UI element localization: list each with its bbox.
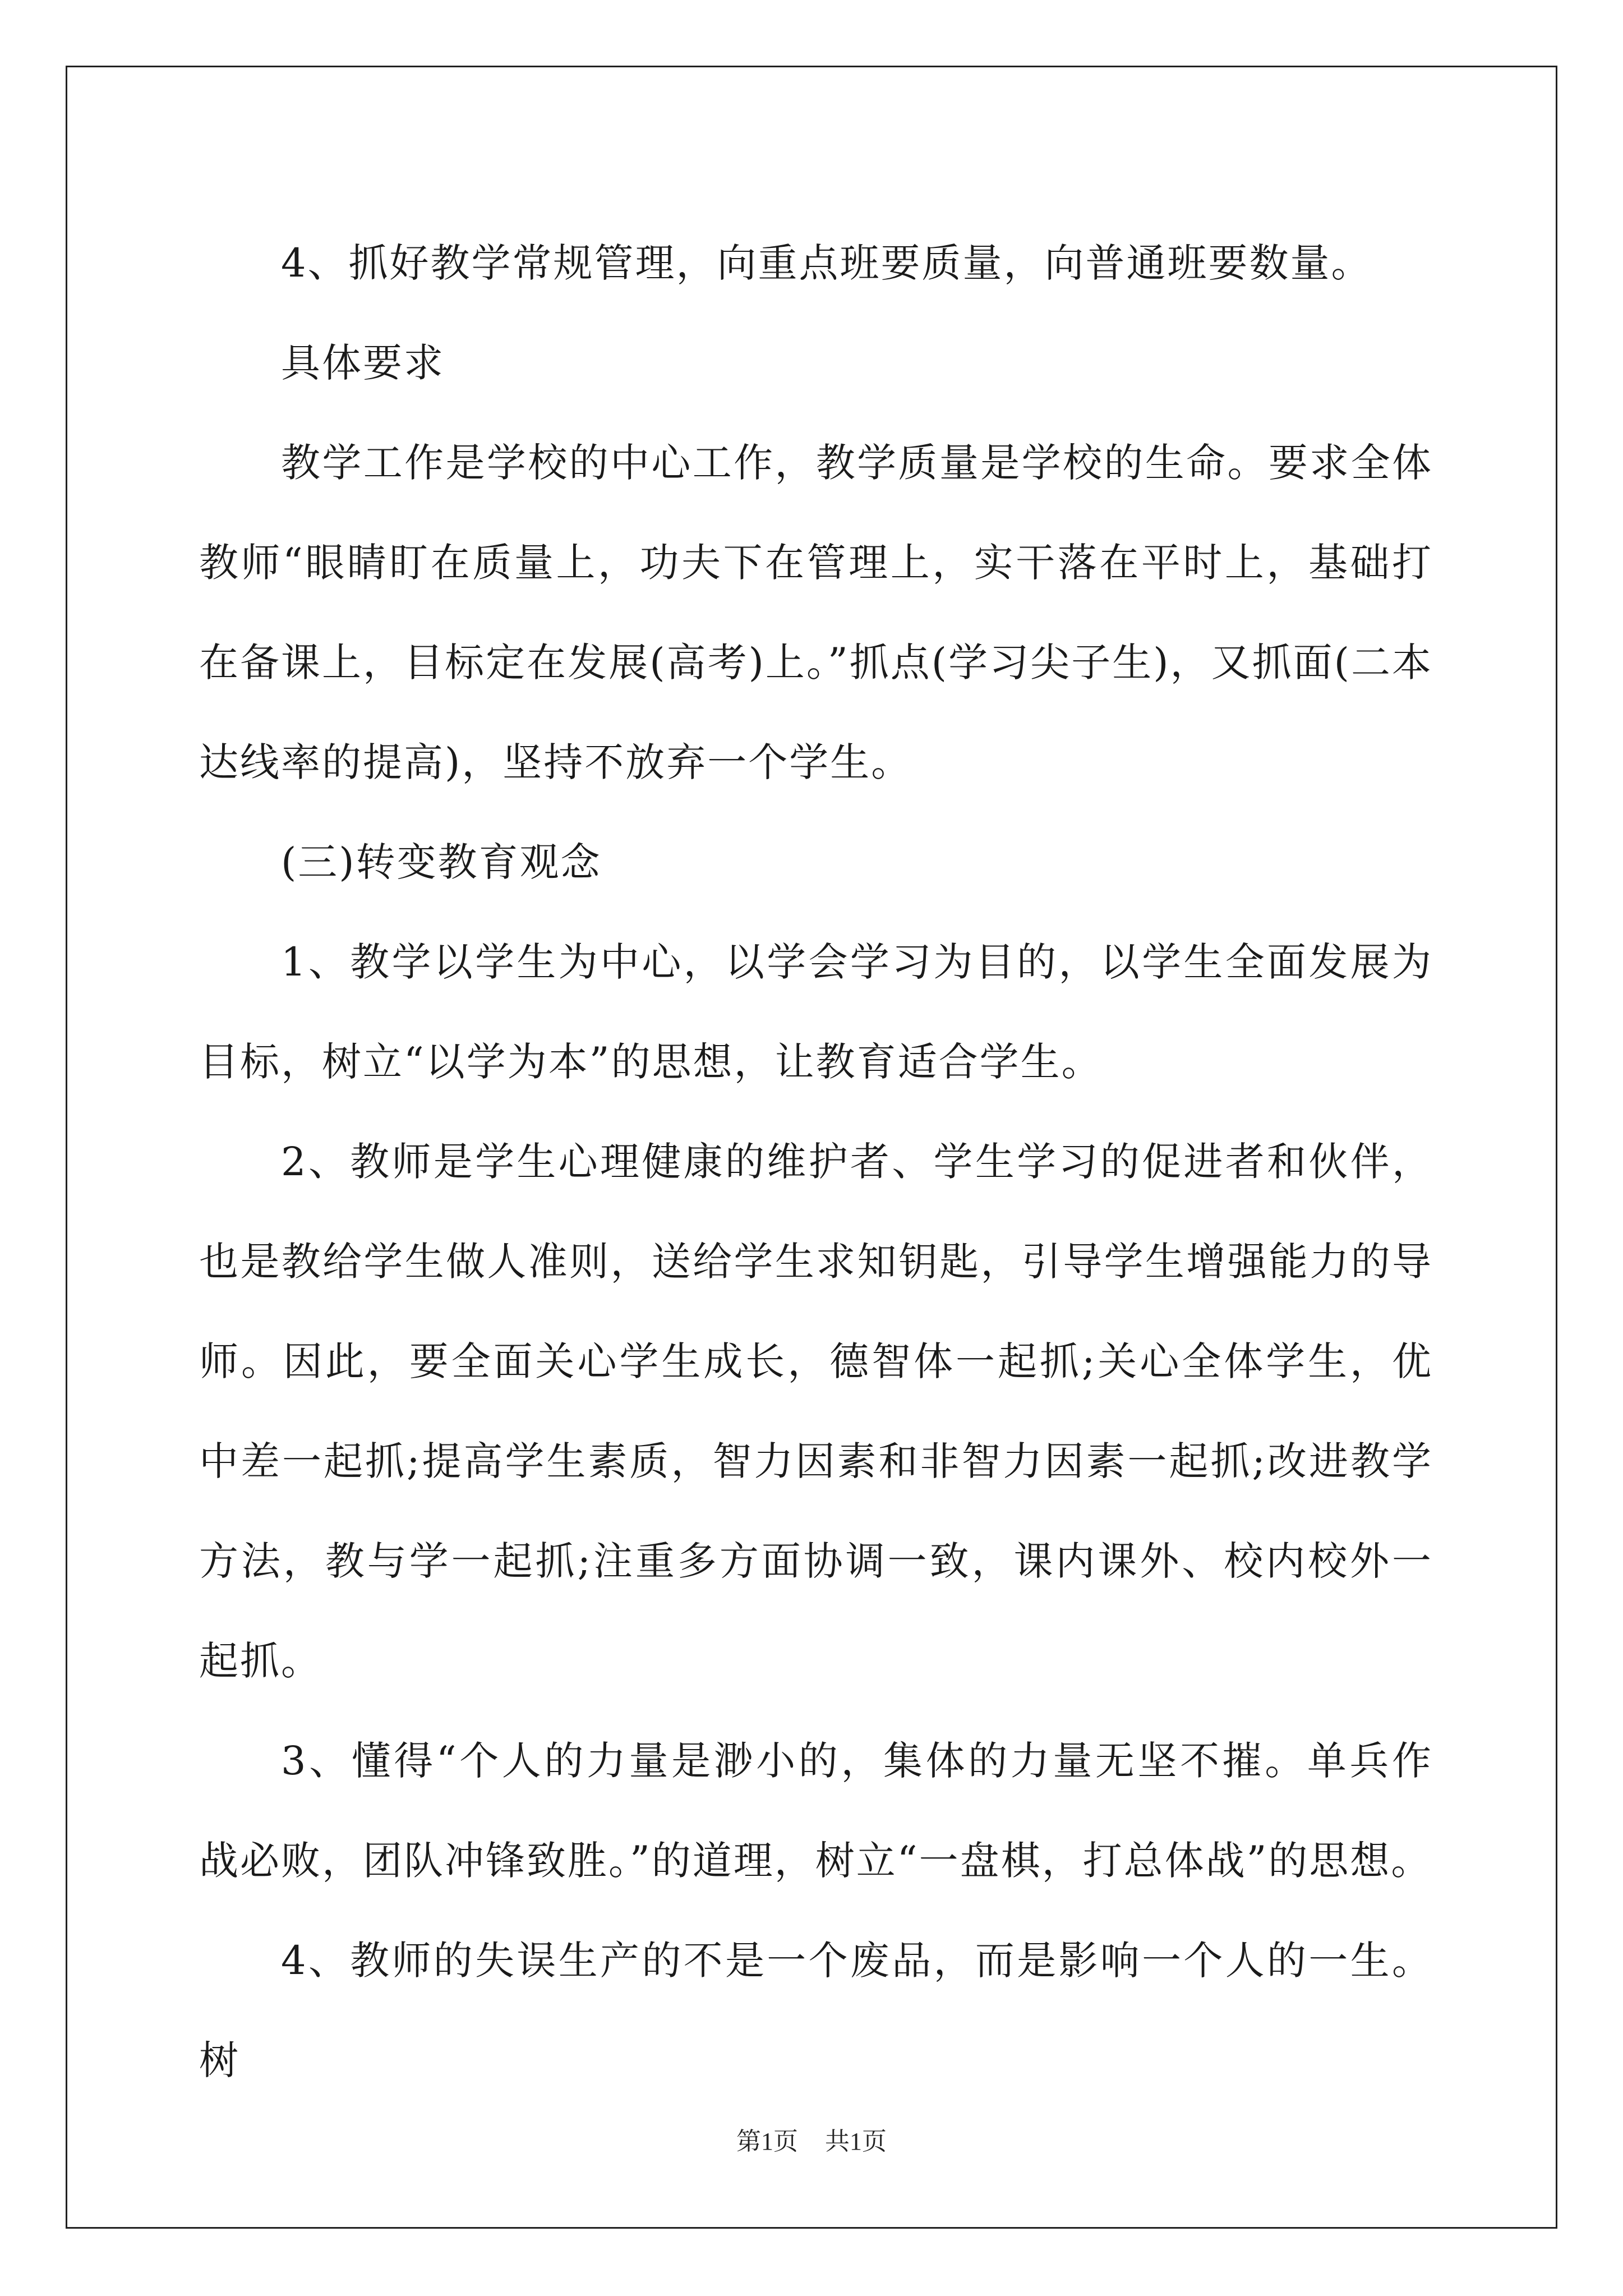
page-number: 第1页 <box>736 2128 798 2155</box>
section-heading-requirements: 具体要求 <box>281 340 445 386</box>
document-body <box>199 213 1433 2110</box>
section-heading-change-concepts: (三)转变教育观念 <box>281 839 602 885</box>
page-total: 共1页 <box>825 2128 887 2155</box>
paragraph-item-3: 3、懂得“个人的力量是渺小的，集体的力量无坚不摧。单兵作战必败，团队冲锋致胜。”的道理，树立“一盘棋，打总体战”的思想。 <box>199 1738 1433 1884</box>
page-footer <box>0 2125 1623 2159</box>
paragraph-item-4b: 4、教师的失误生产的不是一个废品，而是影响一个人的一生。树 <box>199 1938 1433 2083</box>
paragraph-item-4: 4、抓好教学常规管理，向重点班要质量，向普通班要数量。 <box>281 240 1372 286</box>
paragraph-item-1: 1、教学以学生为中心，以学会学习为目的，以学生全面发展为目标，树立“以学为本”的思想，让教育适合学生。 <box>199 939 1433 1085</box>
paragraph-item-2: 2、教师是学生心理健康的维护者、学生学习的促进者和伙伴，也是教给学生做人准则，送给学生求知钥匙，引导学生增强能力的导师。因此，要全面关心学生成长，德智体一起抓;关心全体学生，优中差一起抓;提高学生素质，智力因素和非智力因素一起抓;改进教学方法，教与学一起抓;注重多方面协调一致，课内课外、校内校外一起抓。 <box>199 1139 1433 1684</box>
paragraph-teaching-work: 教学工作是学校的中心工作，教学质量是学校的生命。要求全体教师“眼睛盯在质量上，功夫下在管理上，实干落在平时上，基础打在备课上，目标定在发展(高考)上。”抓点(学习尖子生)，又抓面(二本达线率的提高)，坚持不放弃一个学生。 <box>199 440 1433 785</box>
